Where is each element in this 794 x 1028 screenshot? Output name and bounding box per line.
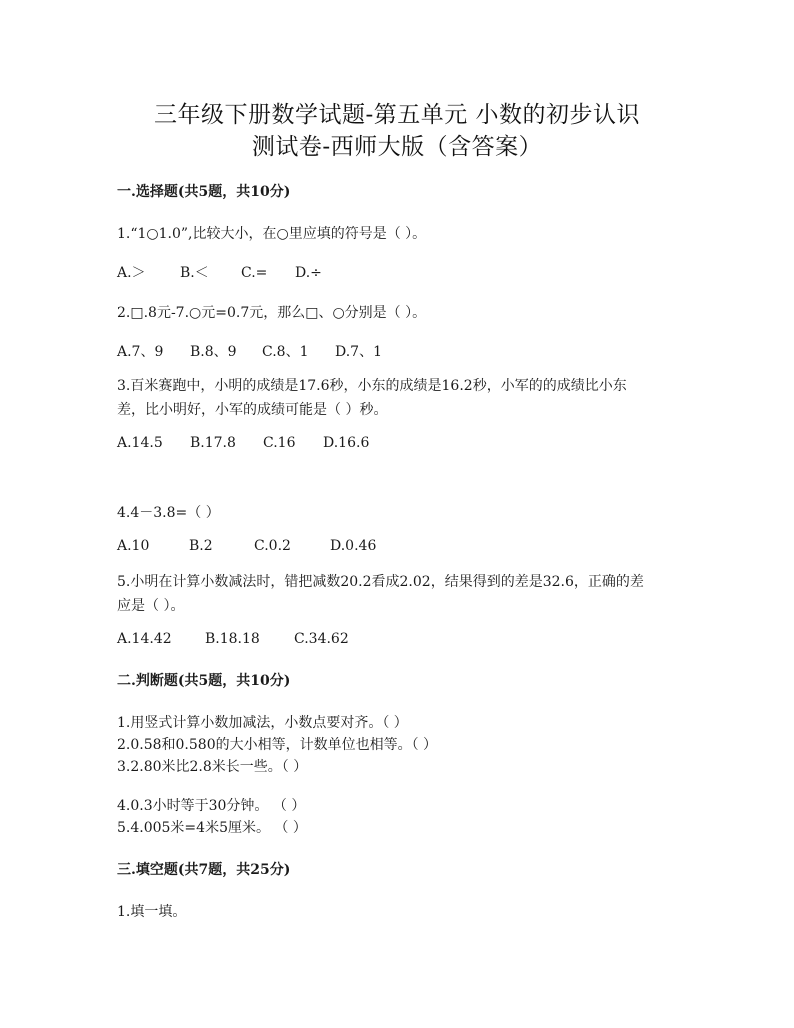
option-b: B.18.18 [205,631,260,647]
option-c: C.8、1 [262,344,309,360]
question-1-options [117,262,322,282]
section-heading-choice: 一.选择题(共5题，共10分) [117,184,291,200]
option-a: A.10 [117,538,150,554]
option-a: A.7、9 [117,344,164,360]
doc-title-line2: 测试卷-西师大版（含答案） [251,134,543,160]
judge-item-3: 3.2.80米比2.8米长一些。（ ） [117,759,308,775]
option-b: B.2 [189,538,213,554]
question-2-options [117,341,382,361]
question-3-line1: 3.百米赛跑中，小明的成绩是17.6秒，小东的成绩是16.2秒，小军的的成绩比小东 [117,378,627,394]
option-b: B.8、9 [190,344,237,360]
question-1-text: 1.“1○1.0”,比较大小，在○里应填的符号是（ ）。 [117,226,427,242]
option-c: C.16 [263,435,296,451]
question-4-text: 4.4－3.8=（ ） [117,505,220,521]
judge-item-5: 5.4.005米=4米5厘米。 （ ） [117,820,307,836]
doc-title-line1: 三年级下册数学试题-第五单元 小数的初步认识 [153,102,641,128]
option-c: C.0.2 [254,538,291,554]
question-4-options [117,538,376,554]
option-a: A.＞ [117,265,146,281]
judge-item-1: 1.用竖式计算小数加减法，小数点要对齐。（ ） [117,715,408,731]
question-2-text: 2.□.8元-7.○元=0.7元，那么□、○分别是（ ）。 [117,305,427,321]
option-b: B.17.8 [190,435,236,451]
option-a: A.14.42 [117,631,172,647]
fill-question-1: 1.填一填。 [117,904,187,920]
question-5-options [117,631,349,647]
section-heading-fill: 三.填空题(共7题，共25分) [117,862,291,878]
option-d: D.16.6 [323,435,370,451]
judge-item-4: 4.0.3小时等于30分钟。 （ ） [117,798,306,814]
question-5-line2: 应是（ ）。 [117,598,185,614]
question-3-line2: 差，比小明好，小军的成绩可能是（ ）秒。 [117,402,388,418]
option-c: C.= [241,265,268,281]
option-b: B.＜ [180,265,209,281]
section-heading-judge: 二.判断题(共5题，共10分) [117,673,291,689]
option-a: A.14.5 [117,435,163,451]
option-d: D.÷ [295,265,322,281]
question-5-line1: 5.小明在计算小数减法时，错把减数20.2看成2.02，结果得到的差是32.6，正确的差 [117,574,644,590]
question-3-options [117,435,369,451]
judge-item-2: 2.0.58和0.580的大小相等，计数单位也相等。（ ） [117,737,438,753]
option-c: C.34.62 [294,631,349,647]
option-d: D.7、1 [335,344,382,360]
option-d: D.0.46 [330,538,377,554]
